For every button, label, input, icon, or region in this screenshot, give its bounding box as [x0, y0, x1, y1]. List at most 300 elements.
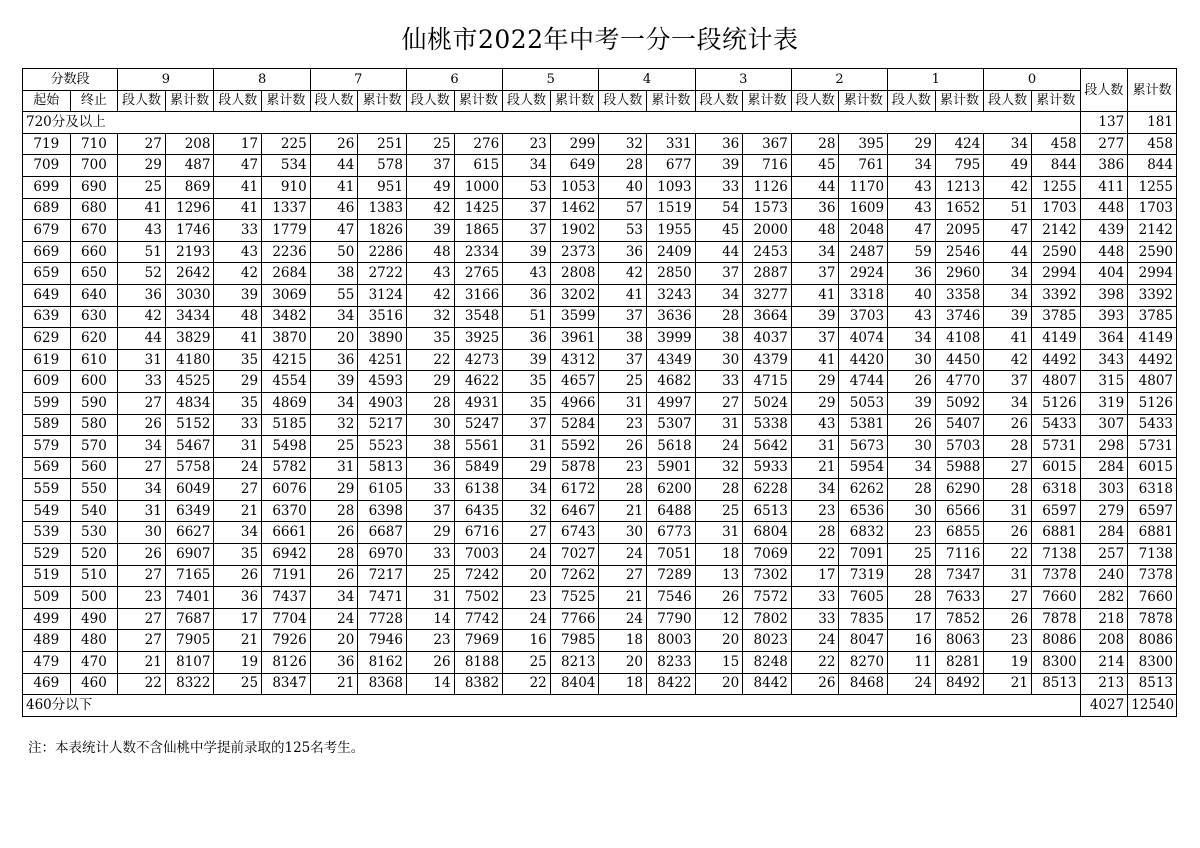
- seg-count: 25: [310, 436, 358, 458]
- cum-count: 1296: [165, 198, 214, 220]
- cum-count: 1746: [165, 220, 214, 242]
- seg-count: 41: [984, 328, 1032, 350]
- seg-count: 33: [406, 544, 454, 566]
- row-cum-total: 4149: [1128, 328, 1177, 350]
- cum-count: 3202: [550, 284, 599, 306]
- seg-count: 34: [984, 263, 1032, 285]
- cum-count: 1826: [358, 220, 407, 242]
- seg-count: 25: [118, 176, 166, 198]
- seg-count: 23: [599, 414, 647, 436]
- seg-count: 26: [310, 565, 358, 587]
- seg-count: 29: [791, 371, 839, 393]
- seg-count: 29: [791, 392, 839, 414]
- seg-count: 42: [406, 284, 454, 306]
- seg-count: 40: [888, 284, 936, 306]
- cum-count: 5849: [454, 457, 503, 479]
- seg-count: 21: [214, 630, 262, 652]
- seg-count: 26: [984, 522, 1032, 544]
- seg-count: 47: [214, 155, 262, 177]
- seg-count: 27: [118, 608, 166, 630]
- seg-count: 36: [214, 587, 262, 609]
- seg-count: 41: [214, 176, 262, 198]
- bottom-summary-seg: 4027: [1080, 695, 1128, 717]
- cum-count: 3636: [647, 306, 696, 328]
- cum-count: 1093: [647, 176, 696, 198]
- seg-count: 41: [310, 176, 358, 198]
- seg-count: 20: [310, 630, 358, 652]
- seg-count: 24: [503, 544, 551, 566]
- seg-count: 23: [503, 133, 551, 155]
- seg-count: 33: [791, 608, 839, 630]
- seg-count: 33: [695, 176, 743, 198]
- start-score: 669: [23, 241, 71, 263]
- seg-count: 34: [984, 392, 1032, 414]
- cum-count: 7704: [262, 608, 311, 630]
- cum-count: 5933: [743, 457, 792, 479]
- seg-count: 21: [791, 457, 839, 479]
- table-row: [23, 522, 1177, 544]
- cum-count: 5758: [165, 457, 214, 479]
- cum-count: 3829: [165, 328, 214, 350]
- cum-count: 6049: [165, 479, 214, 501]
- seg-count: 52: [118, 263, 166, 285]
- seg-count: 36: [503, 284, 551, 306]
- seg-count: 26: [791, 673, 839, 695]
- end-score: 530: [70, 522, 118, 544]
- cum-count: 2048: [839, 220, 888, 242]
- start-score: 589: [23, 414, 71, 436]
- cum-count: 7217: [358, 565, 407, 587]
- seg-count: 50: [310, 241, 358, 263]
- seg-count: 12: [695, 608, 743, 630]
- table-row: [23, 284, 1177, 306]
- seg-count: 49: [406, 176, 454, 198]
- cum-subheader: 累计数: [454, 90, 503, 112]
- end-score: 560: [70, 457, 118, 479]
- row-cum-total: 4492: [1128, 349, 1177, 371]
- seg-count: 32: [310, 414, 358, 436]
- page-title: 仙桃市2022年中考一分一段统计表: [401, 25, 799, 54]
- row-cum-total: 5433: [1128, 414, 1177, 436]
- cum-count: 2373: [550, 241, 599, 263]
- seg-count: 37: [406, 155, 454, 177]
- seg-count: 27: [118, 457, 166, 479]
- seg-count: 29: [310, 479, 358, 501]
- seg-count: 43: [791, 414, 839, 436]
- cum-count: 225: [262, 133, 311, 155]
- row-cum-total: 1255: [1128, 176, 1177, 198]
- cum-count: 4149: [1031, 328, 1080, 350]
- cum-count: 844: [1031, 155, 1080, 177]
- row-cum-total: 7378: [1128, 565, 1177, 587]
- seg-subheader: 段人数: [599, 90, 647, 112]
- seg-count: 34: [888, 457, 936, 479]
- cum-count: 6349: [165, 500, 214, 522]
- start-score: 519: [23, 565, 71, 587]
- start-score: 499: [23, 608, 71, 630]
- row-cum-total: 8300: [1128, 652, 1177, 674]
- seg-count: 35: [406, 328, 454, 350]
- seg-count: 34: [791, 241, 839, 263]
- cum-count: 8492: [935, 673, 984, 695]
- cum-count: 5618: [647, 436, 696, 458]
- bottom-summary-cum: 12540: [1128, 695, 1177, 717]
- cum-count: 8382: [454, 673, 503, 695]
- cum-count: 5498: [262, 436, 311, 458]
- table-row: [23, 133, 1177, 155]
- header-row-sub: [23, 90, 1177, 112]
- seg-count: 26: [888, 414, 936, 436]
- cum-count: 487: [165, 155, 214, 177]
- seg-count: 35: [214, 544, 262, 566]
- seg-count: 17: [888, 608, 936, 630]
- seg-count: 28: [888, 479, 936, 501]
- seg-count: 20: [695, 630, 743, 652]
- cum-count: 5053: [839, 392, 888, 414]
- seg-count: 37: [599, 306, 647, 328]
- seg-subheader: 段人数: [503, 90, 551, 112]
- cum-count: 6566: [935, 500, 984, 522]
- seg-count: 44: [310, 155, 358, 177]
- row-cum-total: 458: [1128, 133, 1177, 155]
- cum-count: 4037: [743, 328, 792, 350]
- seg-count: 17: [214, 133, 262, 155]
- table-row: [23, 587, 1177, 609]
- seg-subheader: 段人数: [888, 90, 936, 112]
- start-score: 539: [23, 522, 71, 544]
- end-score: 620: [70, 328, 118, 350]
- digit-header: 0: [984, 69, 1080, 91]
- seg-count: 27: [599, 565, 647, 587]
- cum-count: 1609: [839, 198, 888, 220]
- seg-count: 24: [599, 608, 647, 630]
- cum-count: 7525: [550, 587, 599, 609]
- seg-count: 39: [503, 241, 551, 263]
- seg-count: 17: [214, 608, 262, 630]
- row-cum-total: 6015: [1128, 457, 1177, 479]
- row-seg-total: 208: [1080, 630, 1128, 652]
- seg-count: 21: [310, 673, 358, 695]
- end-score: 580: [70, 414, 118, 436]
- cum-count: 7051: [647, 544, 696, 566]
- cum-count: 4420: [839, 349, 888, 371]
- seg-count: 42: [984, 349, 1032, 371]
- cum-count: 3482: [262, 306, 311, 328]
- cum-count: 8023: [743, 630, 792, 652]
- start-score: 679: [23, 220, 71, 242]
- row-cum-total: 2142: [1128, 220, 1177, 242]
- seg-subheader: 段人数: [695, 90, 743, 112]
- cum-count: 7378: [1031, 565, 1080, 587]
- cum-count: 578: [358, 155, 407, 177]
- cum-count: 7969: [454, 630, 503, 652]
- end-score: 650: [70, 263, 118, 285]
- end-score: 690: [70, 176, 118, 198]
- cum-count: 5126: [1031, 392, 1080, 414]
- cum-count: 8300: [1031, 652, 1080, 674]
- cum-count: 2887: [743, 263, 792, 285]
- cum-count: 8063: [935, 630, 984, 652]
- seg-count: 25: [599, 371, 647, 393]
- seg-count: 15: [695, 652, 743, 674]
- cum-count: 8322: [165, 673, 214, 695]
- seg-count: 35: [214, 349, 262, 371]
- cum-count: 331: [647, 133, 696, 155]
- cum-count: 3516: [358, 306, 407, 328]
- row-cum-total: 5126: [1128, 392, 1177, 414]
- cum-count: 5642: [743, 436, 792, 458]
- cum-count: 869: [165, 176, 214, 198]
- cum-count: 7502: [454, 587, 503, 609]
- seg-count: 35: [503, 392, 551, 414]
- seg-count: 36: [888, 263, 936, 285]
- total-seg-header: 段人数: [1080, 69, 1128, 112]
- seg-count: 14: [406, 673, 454, 695]
- digit-header: 8: [214, 69, 310, 91]
- cum-count: 5217: [358, 414, 407, 436]
- cum-count: 2334: [454, 241, 503, 263]
- cum-count: 7742: [454, 608, 503, 630]
- seg-count: 31: [984, 565, 1032, 587]
- seg-count: 30: [406, 414, 454, 436]
- seg-count: 43: [888, 198, 936, 220]
- cum-count: 4744: [839, 371, 888, 393]
- cum-count: 7138: [1031, 544, 1080, 566]
- cum-count: 8404: [550, 673, 599, 695]
- cum-count: 677: [647, 155, 696, 177]
- cum-count: 2684: [262, 263, 311, 285]
- cum-count: 6228: [743, 479, 792, 501]
- cum-count: 7262: [550, 565, 599, 587]
- seg-count: 47: [984, 220, 1032, 242]
- seg-count: 28: [888, 565, 936, 587]
- row-seg-total: 257: [1080, 544, 1128, 566]
- cum-count: 4450: [935, 349, 984, 371]
- end-score: 550: [70, 479, 118, 501]
- cum-count: 2453: [743, 241, 792, 263]
- start-score: 639: [23, 306, 71, 328]
- seg-count: 22: [503, 673, 551, 695]
- cum-count: 4807: [1031, 371, 1080, 393]
- end-score: 470: [70, 652, 118, 674]
- seg-count: 43: [214, 241, 262, 263]
- seg-count: 11: [888, 652, 936, 674]
- seg-count: 42: [406, 198, 454, 220]
- seg-count: 43: [503, 263, 551, 285]
- cum-count: 4682: [647, 371, 696, 393]
- seg-count: 27: [118, 565, 166, 587]
- seg-count: 34: [984, 284, 1032, 306]
- cum-count: 7401: [165, 587, 214, 609]
- row-seg-total: 343: [1080, 349, 1128, 371]
- seg-count: 39: [791, 306, 839, 328]
- seg-count: 26: [599, 436, 647, 458]
- seg-count: 25: [406, 133, 454, 155]
- cum-count: 3890: [358, 328, 407, 350]
- seg-count: 33: [695, 371, 743, 393]
- cum-count: 3870: [262, 328, 311, 350]
- seg-count: 24: [214, 457, 262, 479]
- cum-count: 6970: [358, 544, 407, 566]
- cum-count: 5381: [839, 414, 888, 436]
- cum-count: 1213: [935, 176, 984, 198]
- seg-count: 36: [310, 349, 358, 371]
- cum-count: 6105: [358, 479, 407, 501]
- cum-count: 761: [839, 155, 888, 177]
- cum-count: 251: [358, 133, 407, 155]
- seg-count: 21: [984, 673, 1032, 695]
- seg-count: 37: [503, 220, 551, 242]
- seg-count: 25: [695, 500, 743, 522]
- cum-count: 6435: [454, 500, 503, 522]
- cum-count: 6907: [165, 544, 214, 566]
- cum-count: 4108: [935, 328, 984, 350]
- cum-count: 6881: [1031, 522, 1080, 544]
- cum-count: 5338: [743, 414, 792, 436]
- seg-count: 24: [791, 630, 839, 652]
- cum-count: 1779: [262, 220, 311, 242]
- digit-header: 7: [310, 69, 406, 91]
- cum-count: 4834: [165, 392, 214, 414]
- row-seg-total: 448: [1080, 241, 1128, 263]
- seg-count: 26: [310, 522, 358, 544]
- seg-count: 42: [214, 263, 262, 285]
- cum-count: 8468: [839, 673, 888, 695]
- cum-count: 4657: [550, 371, 599, 393]
- table-row: [23, 328, 1177, 350]
- end-score: 490: [70, 608, 118, 630]
- cum-count: 3030: [165, 284, 214, 306]
- row-cum-total: 2590: [1128, 241, 1177, 263]
- bottom-summary-row: [23, 695, 1177, 717]
- cum-count: 7852: [935, 608, 984, 630]
- row-cum-total: 6318: [1128, 479, 1177, 501]
- cum-count: 4492: [1031, 349, 1080, 371]
- seg-count: 28: [984, 436, 1032, 458]
- seg-count: 33: [214, 220, 262, 242]
- seg-count: 39: [695, 155, 743, 177]
- cum-count: 7003: [454, 544, 503, 566]
- cum-count: 5782: [262, 457, 311, 479]
- cum-count: 3599: [550, 306, 599, 328]
- seg-count: 34: [695, 284, 743, 306]
- seg-count: 36: [599, 241, 647, 263]
- cum-count: 2590: [1031, 241, 1080, 263]
- seg-count: 43: [888, 306, 936, 328]
- row-cum-total: 844: [1128, 155, 1177, 177]
- seg-subheader: 段人数: [118, 90, 166, 112]
- row-seg-total: 404: [1080, 263, 1128, 285]
- cum-count: 8248: [743, 652, 792, 674]
- cum-count: 5433: [1031, 414, 1080, 436]
- cum-count: 8162: [358, 652, 407, 674]
- seg-count: 25: [214, 673, 262, 695]
- cum-count: 299: [550, 133, 599, 155]
- table-row: [23, 241, 1177, 263]
- end-score: 480: [70, 630, 118, 652]
- seg-count: 44: [695, 241, 743, 263]
- seg-count: 23: [791, 500, 839, 522]
- cum-count: 4215: [262, 349, 311, 371]
- total-cum-header: 累计数: [1128, 69, 1177, 112]
- top-summary-label: 720分及以上: [23, 112, 1081, 134]
- seg-count: 41: [214, 198, 262, 220]
- cum-count: 5092: [935, 392, 984, 414]
- cum-count: 2409: [647, 241, 696, 263]
- seg-count: 20: [503, 565, 551, 587]
- table-row: [23, 630, 1177, 652]
- row-seg-total: 298: [1080, 436, 1128, 458]
- seg-count: 29: [214, 371, 262, 393]
- row-seg-total: 386: [1080, 155, 1128, 177]
- cum-count: 3664: [743, 306, 792, 328]
- seg-count: 31: [695, 522, 743, 544]
- seg-count: 31: [406, 587, 454, 609]
- cum-subheader: 累计数: [550, 90, 599, 112]
- seg-count: 43: [888, 176, 936, 198]
- cum-count: 3746: [935, 306, 984, 328]
- row-seg-total: 448: [1080, 198, 1128, 220]
- seg-count: 33: [118, 371, 166, 393]
- seg-count: 42: [984, 176, 1032, 198]
- seg-count: 51: [984, 198, 1032, 220]
- cum-count: 6773: [647, 522, 696, 544]
- start-score: 719: [23, 133, 71, 155]
- seg-count: 34: [888, 155, 936, 177]
- cum-count: 7091: [839, 544, 888, 566]
- seg-count: 26: [695, 587, 743, 609]
- seg-count: 34: [310, 587, 358, 609]
- cum-count: 4525: [165, 371, 214, 393]
- seg-count: 37: [599, 349, 647, 371]
- seg-count: 32: [406, 306, 454, 328]
- cum-count: 2286: [358, 241, 407, 263]
- cum-count: 7546: [647, 587, 696, 609]
- seg-count: 33: [406, 479, 454, 501]
- seg-count: 34: [503, 479, 551, 501]
- seg-count: 24: [695, 436, 743, 458]
- table-row: [23, 155, 1177, 177]
- seg-count: 23: [406, 630, 454, 652]
- seg-count: 21: [118, 652, 166, 674]
- seg-count: 24: [310, 608, 358, 630]
- seg-count: 34: [118, 479, 166, 501]
- seg-count: 32: [503, 500, 551, 522]
- seg-count: 21: [214, 500, 262, 522]
- cum-count: 2765: [454, 263, 503, 285]
- seg-count: 22: [791, 652, 839, 674]
- seg-count: 29: [118, 155, 166, 177]
- cum-count: 2193: [165, 241, 214, 263]
- cum-count: 7319: [839, 565, 888, 587]
- cum-count: 7605: [839, 587, 888, 609]
- seg-count: 39: [310, 371, 358, 393]
- cum-count: 7289: [647, 565, 696, 587]
- cum-count: 1462: [550, 198, 599, 220]
- seg-count: 43: [118, 220, 166, 242]
- cum-count: 6172: [550, 479, 599, 501]
- cum-count: 4379: [743, 349, 792, 371]
- seg-count: 48: [791, 220, 839, 242]
- cum-subheader: 累计数: [262, 90, 311, 112]
- cum-count: 6488: [647, 500, 696, 522]
- cum-count: 8188: [454, 652, 503, 674]
- cum-count: 7766: [550, 608, 599, 630]
- range-header: 分数段: [23, 69, 118, 91]
- cum-count: 4251: [358, 349, 407, 371]
- seg-count: 44: [791, 176, 839, 198]
- cum-count: 8442: [743, 673, 792, 695]
